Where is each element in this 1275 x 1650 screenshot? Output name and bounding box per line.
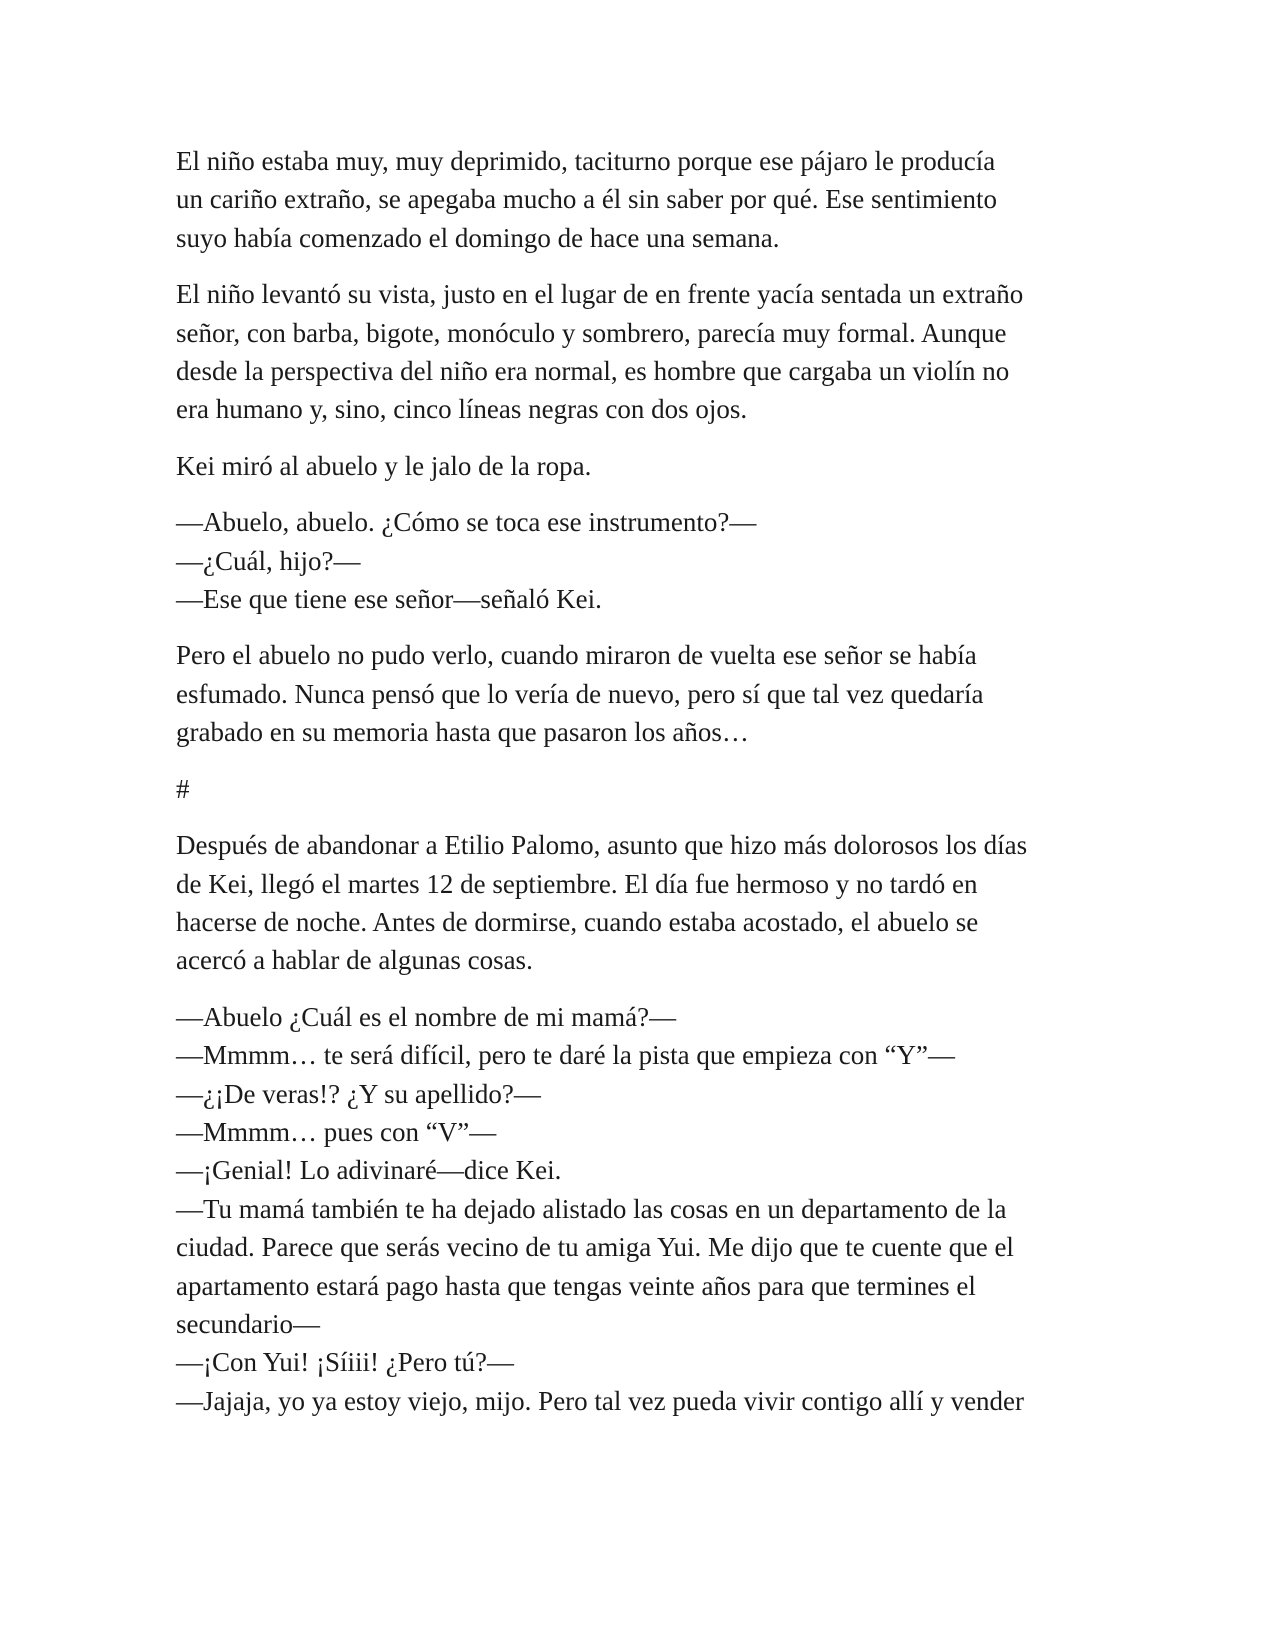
dialogue-block [176, 998, 1096, 1420]
dialogue-line: —¡Con Yui! ¡Síiii! ¿Pero tú?— [176, 1347, 514, 1378]
text-line: Pero el abuelo no pudo verlo, cuando miraron de vuelta ese señor se había [176, 640, 977, 671]
dialogue-line: —Mmmm… te será difícil, pero te daré la pista que empieza con “Y”— [176, 1040, 955, 1071]
text-line: Kei miró al abuelo y le jalo de la ropa. [176, 450, 592, 481]
dialogue-block [176, 503, 1096, 618]
text-line: grabado en su memoria hasta que pasaron los años… [176, 717, 749, 748]
section-break-marker: # [176, 773, 190, 804]
dialogue-line: —Mmmm… pues con “V”— [176, 1116, 497, 1147]
paragraph [176, 447, 1096, 485]
dialogue-line: —¡Genial! Lo adivinaré—dice Kei. [176, 1155, 562, 1186]
section-break [176, 770, 1096, 808]
text-line: acercó a hablar de algunas cosas. [176, 945, 533, 976]
dialogue-line: ciudad. Parece que serás vecino de tu amiga Yui. Me dijo que te cuente que el [176, 1232, 1014, 1263]
text-line: un cariño extraño, se apegaba mucho a él sin saber por qué. Ese sentimiento [176, 184, 997, 215]
text-line: era humano y, sino, cinco líneas negras con dos ojos. [176, 394, 748, 425]
paragraph [176, 636, 1096, 751]
text-line: El niño estaba muy, muy deprimido, taciturno porque ese pájaro le producía [176, 146, 996, 176]
paragraph [176, 142, 1096, 257]
page-body [176, 142, 1096, 1438]
text-line: Después de abandonar a Etilio Palomo, asunto que hizo más dolorosos los días [176, 830, 1028, 861]
dialogue-line: —¿¡De veras!? ¿Y su apellido?— [176, 1078, 541, 1109]
paragraph [176, 826, 1096, 980]
dialogue-line: —Ese que tiene ese señor—señaló Kei. [176, 584, 602, 615]
text-line: El niño levantó su vista, justo en el lugar de en frente yacía sentada un extraño [176, 279, 1024, 310]
text-line: esfumado. Nunca pensó que lo vería de nuevo, pero sí que tal vez quedaría [176, 678, 984, 709]
paragraph [176, 275, 1096, 429]
text-line: señor, con barba, bigote, monóculo y sombrero, parecía muy formal. Aunque [176, 317, 1007, 348]
text-line: desde la perspectiva del niño era normal, es hombre que cargaba un violín no [176, 356, 1010, 387]
dialogue-line: —Jajaja, yo ya estoy viejo, mijo. Pero tal vez pueda vivir contigo allí y vender [176, 1385, 1025, 1416]
text-line: de Kei, llegó el martes 12 de septiembre. El día fue hermoso y no tardó en [176, 868, 978, 899]
dialogue-line: —Abuelo, abuelo. ¿Cómo se toca ese instrumento?— [176, 507, 757, 538]
dialogue-line: —Abuelo ¿Cuál es el nombre de mi mamá?— [176, 1001, 677, 1032]
dialogue-line: —¿Cuál, hijo?— [176, 545, 361, 576]
dialogue-line: secundario— [176, 1308, 320, 1339]
text-line: suyo había comenzado el domingo de hace una semana. [176, 222, 780, 253]
dialogue-line: —Tu mamá también te ha dejado alistado las cosas en un departamento de la [176, 1193, 1007, 1224]
text-line: hacerse de noche. Antes de dormirse, cuando estaba acostado, el abuelo se [176, 906, 979, 937]
dialogue-line: apartamento estará pago hasta que tengas veinte años para que termines el [176, 1270, 976, 1301]
